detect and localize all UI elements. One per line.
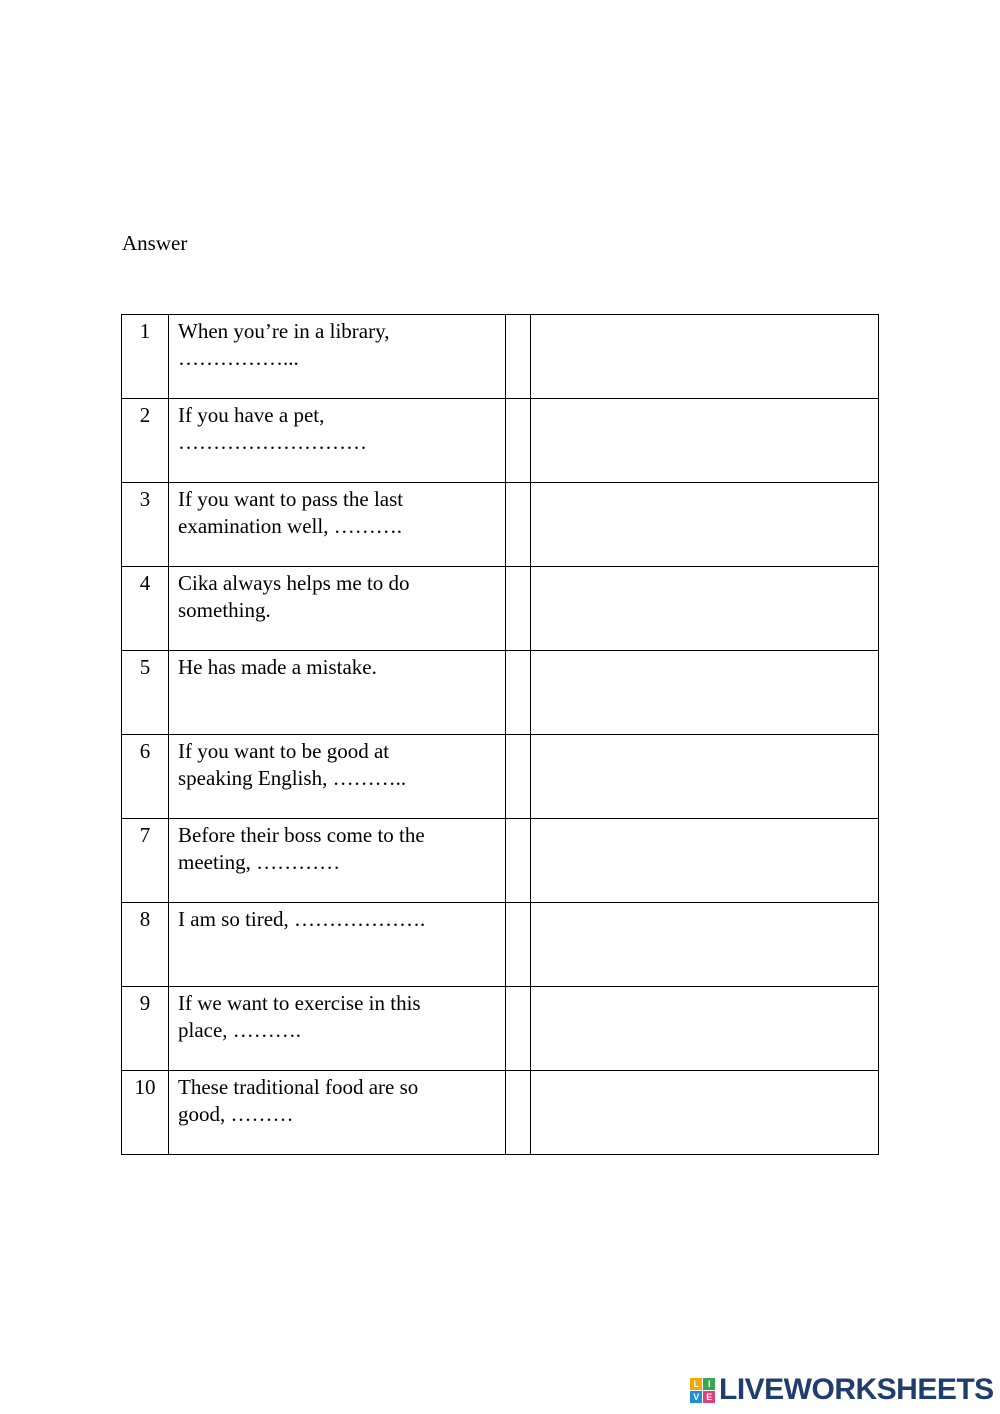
answer-cell[interactable] bbox=[531, 567, 879, 651]
row-number: 4 bbox=[122, 567, 169, 651]
row-number: 7 bbox=[122, 819, 169, 903]
prompt-line: ……………... bbox=[178, 346, 299, 370]
row-number: 9 bbox=[122, 987, 169, 1071]
answer-cell[interactable] bbox=[531, 399, 879, 483]
answer-cell[interactable] bbox=[531, 819, 879, 903]
table-row bbox=[122, 735, 879, 819]
row-prompt bbox=[169, 735, 506, 819]
prompt-line: If you have a pet, bbox=[178, 403, 325, 427]
table-row bbox=[122, 903, 879, 987]
letter-cell[interactable] bbox=[506, 399, 531, 483]
answer-table bbox=[121, 314, 879, 1155]
row-number: 1 bbox=[122, 315, 169, 399]
prompt-line: speaking English, ……….. bbox=[178, 766, 407, 790]
row-number: 10 bbox=[122, 1071, 169, 1155]
letter-cell[interactable] bbox=[506, 735, 531, 819]
letter-cell[interactable] bbox=[506, 903, 531, 987]
answer-field[interactable] bbox=[531, 651, 878, 731]
prompt-line: Before their boss come to the bbox=[178, 823, 425, 847]
prompt-line: place, ………. bbox=[178, 1018, 302, 1042]
table-row bbox=[122, 987, 879, 1071]
prompt-line: If you want to be good at bbox=[178, 739, 390, 763]
row-prompt bbox=[169, 483, 506, 567]
letter-cell[interactable] bbox=[506, 651, 531, 735]
answer-cell[interactable] bbox=[531, 987, 879, 1071]
prompt-line: meeting, ………… bbox=[178, 850, 341, 874]
row-number: 5 bbox=[122, 651, 169, 735]
row-number: 8 bbox=[122, 903, 169, 987]
answer-field[interactable] bbox=[531, 315, 878, 395]
row-prompt bbox=[169, 651, 506, 735]
logo-mark-cell: I bbox=[703, 1378, 715, 1390]
row-prompt bbox=[169, 819, 506, 903]
row-prompt bbox=[169, 903, 506, 987]
answer-field[interactable] bbox=[531, 819, 878, 899]
logo-mark-cell: V bbox=[690, 1391, 702, 1403]
row-number: 2 bbox=[122, 399, 169, 483]
answer-field[interactable] bbox=[531, 987, 878, 1067]
letter-cell[interactable] bbox=[506, 987, 531, 1071]
row-prompt bbox=[169, 987, 506, 1071]
prompt-line: If you want to pass the last bbox=[178, 487, 404, 511]
letter-cell[interactable] bbox=[506, 1071, 531, 1155]
table-row bbox=[122, 399, 879, 483]
table-row bbox=[122, 483, 879, 567]
answer-cell[interactable] bbox=[531, 483, 879, 567]
prompt-line: good, ……… bbox=[178, 1102, 294, 1126]
prompt-line: When you’re in a library, bbox=[178, 319, 390, 343]
row-prompt bbox=[169, 399, 506, 483]
liveworksheets-logo bbox=[690, 1374, 994, 1406]
letter-cell[interactable] bbox=[506, 483, 531, 567]
row-prompt bbox=[169, 315, 506, 399]
letter-cell[interactable] bbox=[506, 567, 531, 651]
answer-field[interactable] bbox=[531, 735, 878, 815]
row-number: 3 bbox=[122, 483, 169, 567]
table-row bbox=[122, 651, 879, 735]
letter-cell[interactable] bbox=[506, 315, 531, 399]
page-heading: Answer bbox=[122, 231, 188, 255]
prompt-line: something. bbox=[178, 598, 271, 622]
answer-field[interactable] bbox=[531, 567, 878, 647]
table-row bbox=[122, 315, 879, 399]
letter-cell[interactable] bbox=[506, 819, 531, 903]
logo-text: LIVEWORKSHEETS bbox=[719, 1373, 994, 1406]
table-row bbox=[122, 567, 879, 651]
prompt-line: These traditional food are so bbox=[178, 1075, 419, 1099]
answer-field[interactable] bbox=[531, 903, 878, 983]
row-number: 6 bbox=[122, 735, 169, 819]
prompt-line: examination well, ………. bbox=[178, 514, 402, 538]
prompt-line: Cika always helps me to do bbox=[178, 571, 410, 595]
answer-cell[interactable] bbox=[531, 651, 879, 735]
row-prompt bbox=[169, 1071, 506, 1155]
answer-field[interactable] bbox=[531, 483, 878, 563]
logo-mark-cell: L bbox=[690, 1378, 702, 1390]
row-prompt bbox=[169, 567, 506, 651]
table-row bbox=[122, 1071, 879, 1155]
answer-cell[interactable] bbox=[531, 735, 879, 819]
prompt-line: I am so tired, ………………. bbox=[178, 907, 426, 931]
table-row bbox=[122, 819, 879, 903]
answer-field[interactable] bbox=[531, 1071, 878, 1151]
answer-cell[interactable] bbox=[531, 315, 879, 399]
prompt-line: ……………………… bbox=[178, 430, 367, 454]
prompt-line: He has made a mistake. bbox=[178, 655, 377, 679]
liveworksheets-logo-icon bbox=[690, 1378, 715, 1403]
prompt-line: If we want to exercise in this bbox=[178, 991, 421, 1015]
answer-cell[interactable] bbox=[531, 903, 879, 987]
logo-mark-cell: E bbox=[703, 1391, 715, 1403]
answer-cell[interactable] bbox=[531, 1071, 879, 1155]
answer-field[interactable] bbox=[531, 399, 878, 479]
